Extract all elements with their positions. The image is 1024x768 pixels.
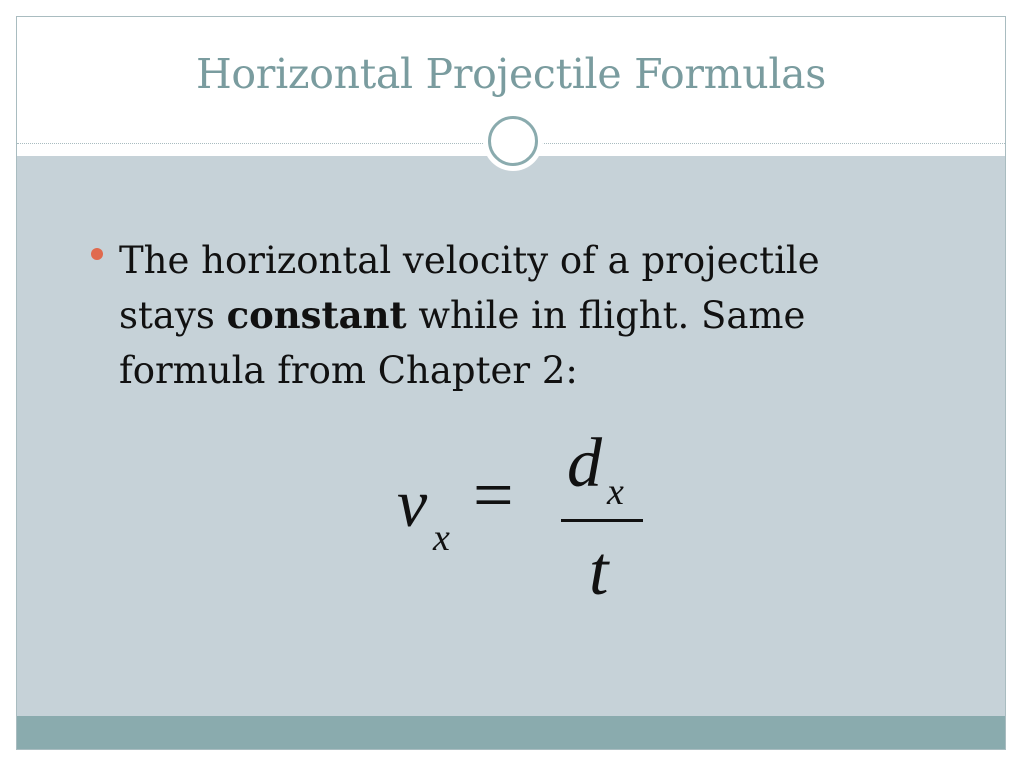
circle-ornament-icon (483, 111, 543, 171)
equation-numerator-variable: d (567, 425, 602, 502)
equation-lhs-subscript: x (433, 517, 450, 559)
bullet-text-before: The horizontal velocity of a projectile stays (119, 239, 820, 337)
equation-equals-sign: = (473, 455, 514, 535)
slide (16, 16, 1006, 750)
velocity-equation (397, 417, 657, 610)
equation-numerator-subscript: x (607, 471, 624, 513)
bullet-dot-icon (91, 248, 103, 260)
equation-denominator: t (589, 533, 609, 610)
bullet-text-after: while in flight. Same formula from Chapter 2: (119, 294, 806, 392)
fraction-bar (561, 519, 643, 522)
footer-band (17, 716, 1005, 750)
ring-icon (488, 116, 538, 166)
bullet-emphasis: constant (226, 293, 407, 337)
bullet-text (119, 233, 879, 398)
slide-title: Horizontal Projectile Formulas (195, 50, 827, 98)
equation-lhs-variable: v (397, 465, 428, 541)
